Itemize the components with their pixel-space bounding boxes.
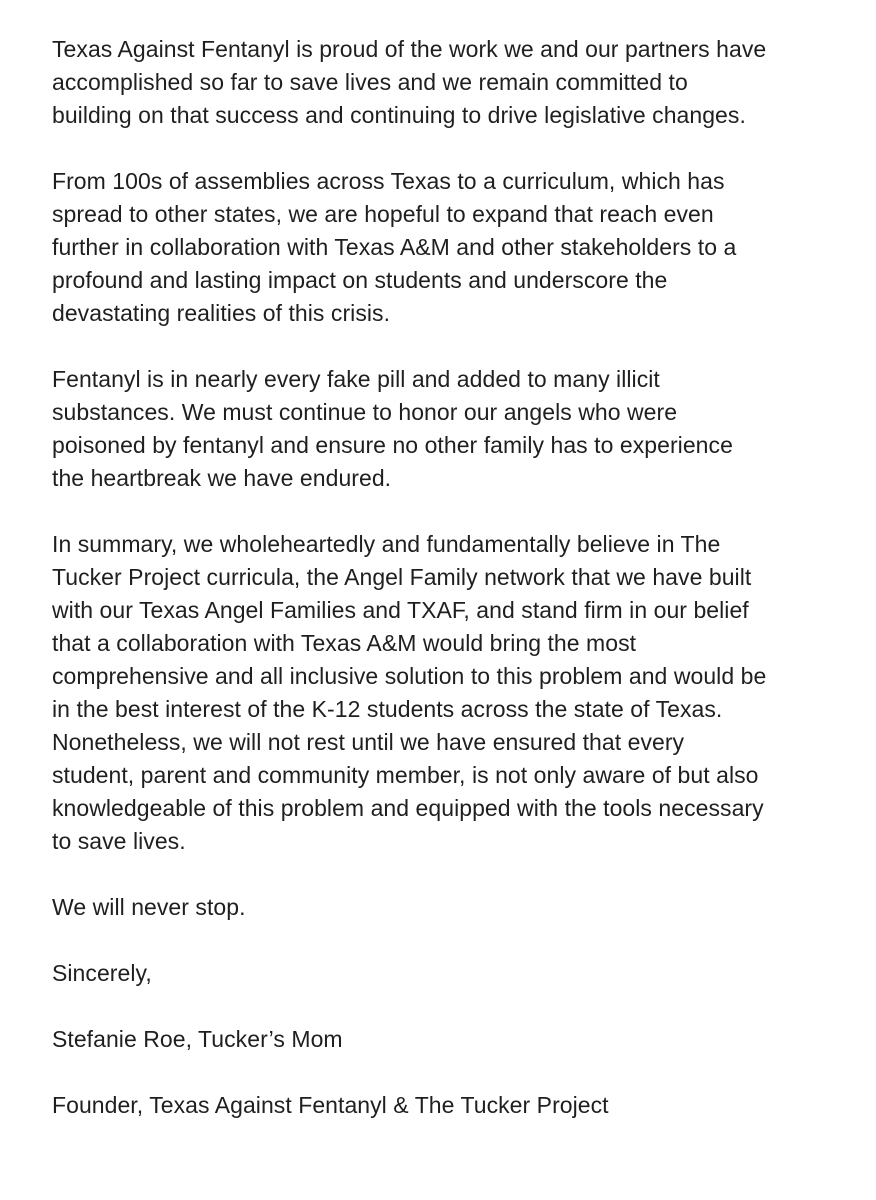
text-line: From 100s of assemblies across Texas to a curriculum, which has [52,168,725,194]
text-line: to save lives. [52,828,186,854]
text-line: comprehensive and all inclusive solution to this problem and would be [52,663,767,689]
text-line: knowledgeable of this problem and equipped with the tools necessary [52,795,764,821]
text-line: in the best interest of the K-12 students across the state of Texas. [52,696,723,722]
text-line: profound and lasting impact on students and underscore the [52,267,668,293]
text-line: accomplished so far to save lives and we remain committed to [52,69,688,95]
signature-title [52,1089,852,1122]
text-line: Sincerely, [52,960,152,986]
text-line: Fentanyl is in nearly every fake pill and added to many illicit [52,366,660,392]
text-line: further in collaboration with Texas A&M and other stakeholders to a [52,234,737,260]
text-line: devastating realities of this crisis. [52,300,391,326]
text-line: building on that success and continuing to drive legislative changes. [52,102,746,128]
paragraph-summary [52,528,852,858]
paragraph-fentanyl [52,363,852,495]
text-line: Nonetheless, we will not rest until we have ensured that every [52,729,685,755]
text-line: Tucker Project curricula, the Angel Family network that we have built [52,564,752,590]
text-line: with our Texas Angel Families and TXAF, and stand firm in our belief [52,597,749,623]
text-line: We will never stop. [52,894,246,920]
text-line: substances. We must continue to honor our angels who were [52,399,678,425]
text-line: Founder, Texas Against Fentanyl & The Tucker Project [52,1092,609,1118]
paragraph-intro [52,33,852,132]
text-line: that a collaboration with Texas A&M would bring the most [52,630,637,656]
text-line: In summary, we wholeheartedly and fundamentally believe in The [52,531,721,557]
text-line: spread to other states, we are hopeful to expand that reach even [52,201,714,227]
paragraph-valediction [52,957,852,990]
text-line: student, parent and community member, is not only aware of but also [52,762,759,788]
text-line: Texas Against Fentanyl is proud of the work we and our partners have [52,36,767,62]
paragraph-outreach [52,165,852,330]
text-line: Stefanie Roe, Tucker’s Mom [52,1026,343,1052]
paragraph-closing-statement [52,891,852,924]
text-line: poisoned by fentanyl and ensure no other family has to experience [52,432,733,458]
text-line: the heartbreak we have endured. [52,465,392,491]
signature-name [52,1023,852,1056]
letter-document [52,33,852,1122]
